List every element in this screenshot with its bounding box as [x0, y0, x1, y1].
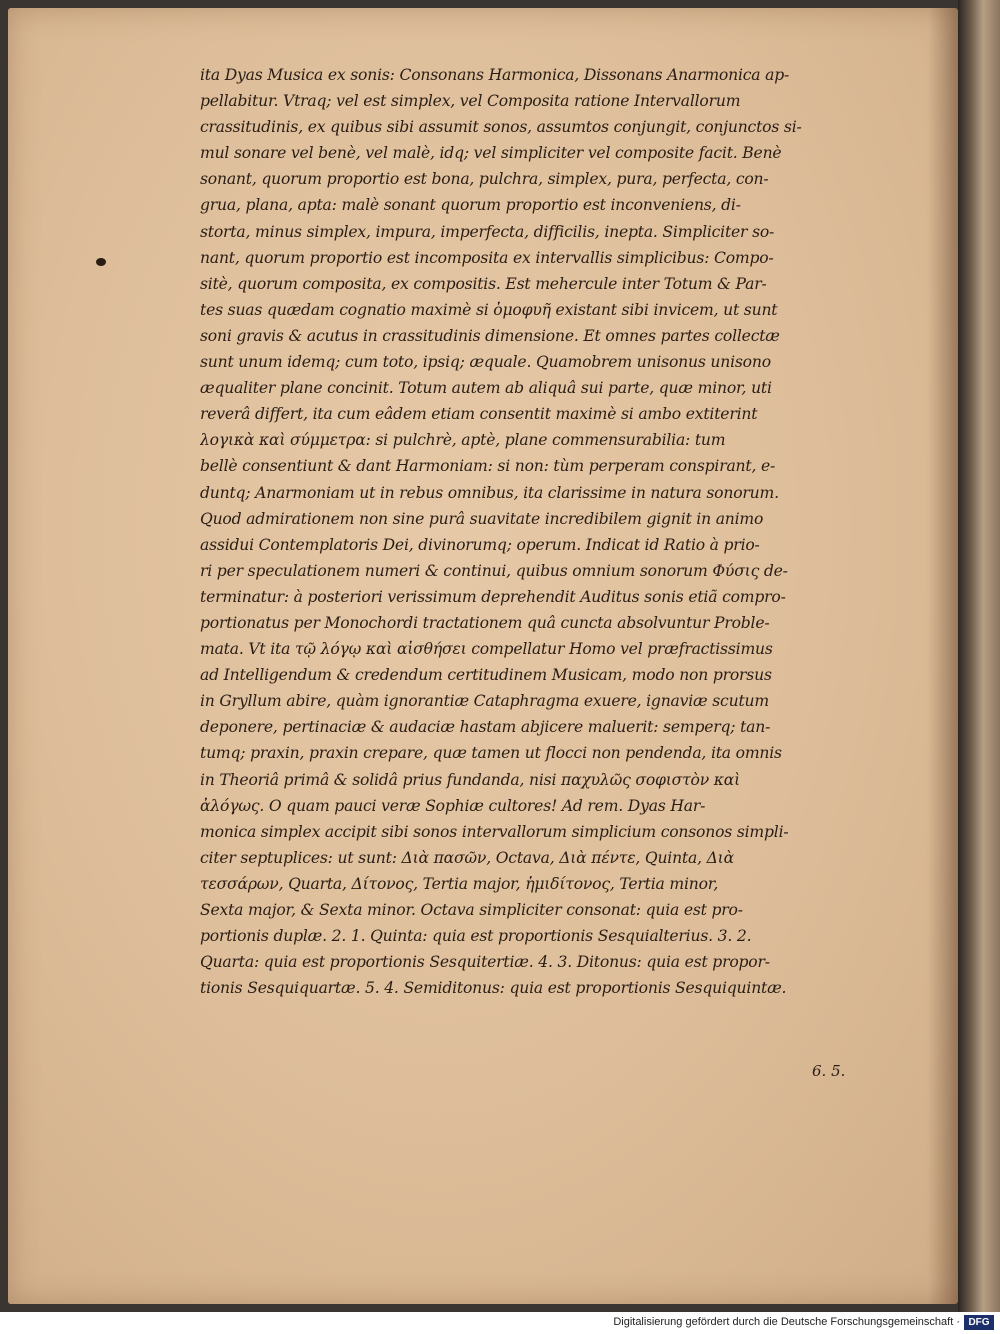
- text-line: Quarta: quia est proportionis Sesquitertiæ. 4. 3. Ditonus: quia est propor-: [200, 953, 770, 972]
- text-line: deponere, pertinaciæ & audaciæ hastam abjicere maluerit: semperq; tan-: [200, 718, 771, 737]
- body-text: [200, 62, 850, 1001]
- catchword: 6. 5.: [812, 1062, 846, 1080]
- text-line: ad Intelligendum & credendum certitudinem Musicam, modo non prorsus: [200, 666, 772, 685]
- text-line: mata. Vt ita τῷ λόγῳ καὶ αἰσθήσει compellatur Homo vel præfractissimus: [200, 640, 773, 659]
- text-line: pellabitur. Vtraq; vel est simplex, vel Composita ratione Intervallorum: [200, 92, 741, 111]
- text-line: storta, minus simplex, impura, imperfecta, difficilis, inepta. Simpliciter so-: [200, 222, 775, 241]
- text-line: monica simplex accipit sibi sonos intervallorum simplicium consonos simpli-: [200, 822, 789, 841]
- text-line: tes suas quædam cognatio maximè si ὁμοφυῆ existant sibi invicem, ut sunt: [200, 300, 778, 319]
- facing-page-edge: [958, 0, 1000, 1312]
- text-line: grua, plana, apta: malè sonant quorum proportio est inconveniens, di-: [200, 196, 741, 215]
- text-line: nant, quorum proportio est incomposita ex intervallis simplicibus: Compo-: [200, 248, 774, 267]
- text-line: bellè consentiunt & dant Harmoniam: si non: tùm perperam conspirant, e-: [200, 457, 776, 476]
- dfg-logo: DFG: [964, 1315, 994, 1330]
- text-line: τεσσάρων, Quarta, Δίτονος, Tertia major, ἡμιδίτονος, Tertia minor,: [200, 874, 719, 893]
- text-line: sonant, quorum proportio est bona, pulchra, simplex, pura, perfecta, con-: [200, 170, 769, 189]
- text-line: sunt unum idemq; cum toto, ipsiq; æquale. Quamobrem unisonus unisono: [200, 353, 771, 372]
- text-line: citer septuplices: ut sunt: Διὰ πασῶν, Octava, Διὰ πέντε, Quinta, Διὰ: [200, 848, 734, 867]
- funding-credit: Digitalisierung gefördert durch die Deutsche Forschungsgemeinschaft ·: [613, 1316, 960, 1328]
- text-line: in Theoriâ primâ & solidâ prius fundanda, nisi παχυλῶς σοφιστὸν καὶ: [200, 770, 741, 789]
- text-line: tumq; praxin, praxin crepare, quæ tamen ut flocci non pendenda, ita omnis: [200, 744, 782, 763]
- text-line: soni gravis & acutus in crassitudinis dimensione. Et omnes partes collectæ: [200, 326, 780, 345]
- text-line: duntq; Anarmoniam ut in rebus omnibus, ita clarissime in natura sonorum.: [200, 483, 779, 502]
- text-line: ita Dyas Musica ex sonis: Consonans Harmonica, Dissonans Anarmonica ap-: [200, 66, 790, 84]
- text-line: sitè, quorum composita, ex compositis. Est mehercule inter Totum & Par-: [200, 274, 767, 293]
- text-line: Quod admirationem non sine purâ suavitate incredibilem gignit in animo: [200, 509, 764, 528]
- text-line: terminatur: à posteriori verissimum deprehendit Auditus sonis etiã compro-: [200, 587, 786, 606]
- text-line: tionis Sesquiquartæ. 5. 4. Semiditonus: quia est proportionis Sesquiquintæ.: [200, 979, 787, 998]
- text-line: Sexta major, & Sexta minor. Octava simpliciter consonat: quia est pro-: [200, 901, 743, 919]
- text-line: mul sonare vel benè, vel malè, idq; vel simpliciter vel composite facit. Benè: [200, 144, 782, 163]
- text-line: assidui Contemplatoris Dei, divinorumq; operum. Indicat id Ratio à prio-: [200, 535, 760, 554]
- text-line: portionatus per Monochordi tractationem quâ cuncta absolvuntur Proble-: [200, 613, 770, 632]
- ink-blot: [96, 258, 106, 266]
- text-line: ri per speculationem numeri & continui, quibus omnium sonorum Φύσις de-: [200, 561, 788, 580]
- text-line: λογικὰ καὶ σύμμετρα: si pulchrè, aptè, plane commensurabilia: tum: [200, 431, 726, 450]
- text-line: crassitudinis, ex quibus sibi assumit sonos, assumtos conjungit, conjunctos si-: [200, 118, 802, 137]
- text-line: æqualiter plane concinit. Totum autem ab aliquâ sui parte, quæ minor, uti: [200, 379, 772, 398]
- digitization-footer: [0, 1312, 1000, 1334]
- text-line: reverâ differt, ita cum eâdem etiam consentit maximè si ambo extiterint: [200, 405, 758, 424]
- text-line: ἀλόγως. O quam pauci veræ Sophiæ cultores! Ad rem. Dyas Har-: [200, 796, 706, 815]
- page-gutter-shadow: [928, 8, 958, 1304]
- text-line: in Gryllum abire, quàm ignorantiæ Cataphragma exuere, ignaviæ scutum: [200, 692, 769, 711]
- text-line: portionis duplæ. 2. 1. Quinta: quia est proportionis Sesquialterius. 3. 2.: [200, 927, 752, 946]
